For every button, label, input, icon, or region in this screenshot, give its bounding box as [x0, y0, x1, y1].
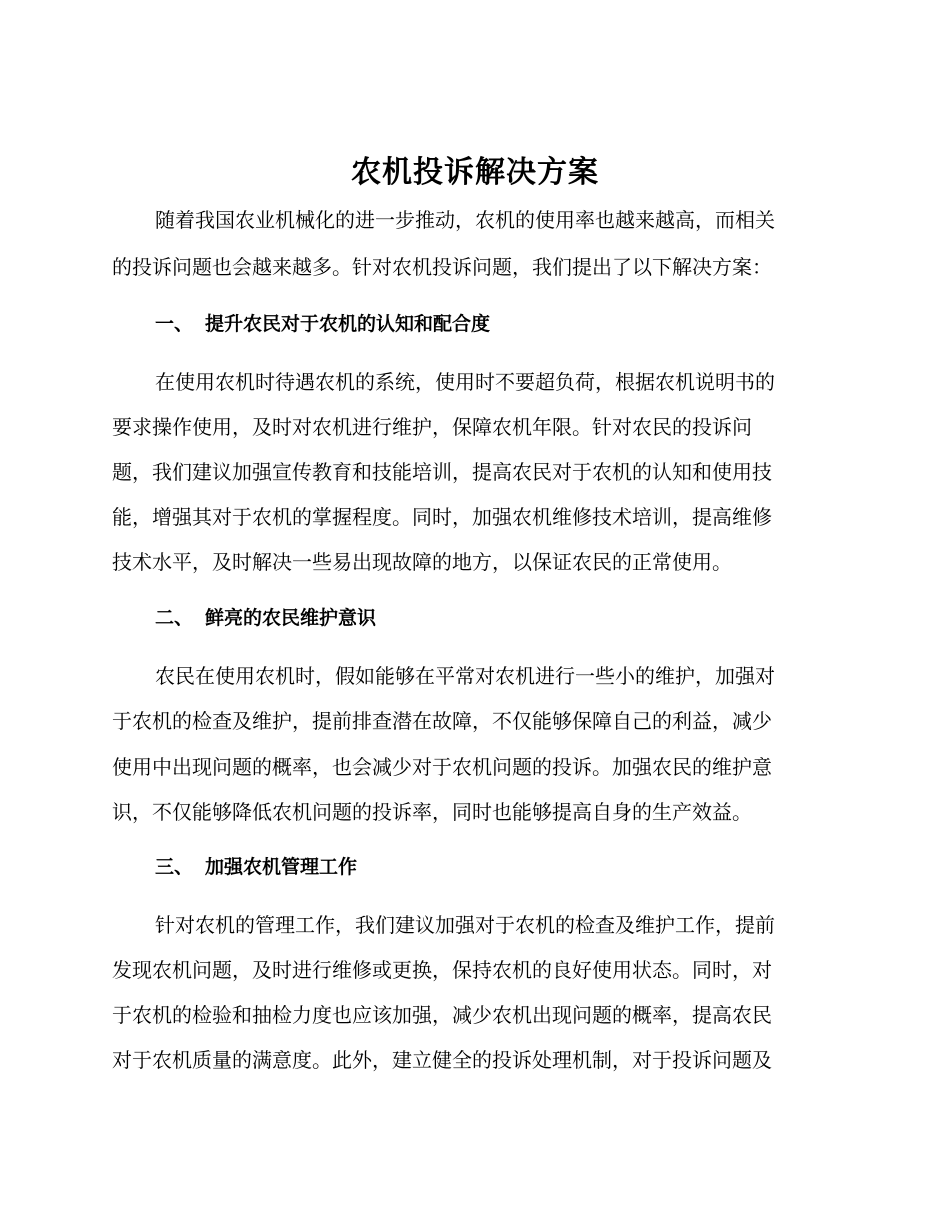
section-1-line-3: 题，我们建议加强宣传教育和技能培训，提高农民对于农机的认知和使用技 [112, 460, 772, 484]
section-1-number: 一、 [155, 313, 194, 335]
section-2-number: 二、 [155, 607, 194, 629]
section-3-line-4: 对于农机质量的满意度。此外，建立健全的投诉处理机制，对于投诉问题及 [112, 1048, 772, 1072]
section-1-heading [155, 310, 490, 338]
section-1-title: 提升农民对于农机的认知和配合度 [205, 313, 491, 335]
intro-line-1: 随着我国农业机械化的进一步推动，农机的使用率也越来越高，而相关 [155, 208, 775, 232]
section-3-heading [155, 853, 357, 881]
section-1-line-5: 技术水平，及时解决一些易出现故障的地方，以保证农民的正常使用。 [112, 550, 732, 574]
section-3-line-2: 发现农机问题，及时进行维修或更换，保持农机的良好使用状态。同时，对 [112, 958, 772, 982]
section-3-line-1: 针对农机的管理工作，我们建议加强对于农机的检查及维护工作，提前 [155, 913, 775, 937]
section-1-line-1: 在使用农机时待遇农机的系统，使用时不要超负荷，根据农机说明书的 [155, 370, 775, 394]
section-2-line-3: 使用中出现问题的概率，也会减少对于农机问题的投诉。加强农民的维护意 [112, 755, 772, 779]
section-1-line-4: 能，增强其对于农机的掌握程度。同时，加强农机维修技术培训，提高维修 [112, 505, 772, 529]
section-3-number: 三、 [155, 856, 194, 878]
section-2-heading [155, 604, 376, 632]
section-2-line-4: 识，不仅能够降低农机问题的投诉率，同时也能够提高自身的生产效益。 [112, 800, 752, 824]
intro-line-2: 的投诉问题也会越来越多。针对农机投诉问题，我们提出了以下解决方案： [112, 255, 772, 279]
section-2-title: 鲜亮的农民维护意识 [205, 607, 377, 629]
section-1-line-2: 要求操作使用，及时对农机进行维护，保障农机年限。针对农民的投诉问 [112, 415, 752, 439]
section-3-title: 加强农机管理工作 [205, 856, 358, 878]
section-3-line-3: 于农机的检验和抽检力度也应该加强，减少农机出现问题的概率，提高农民 [112, 1003, 772, 1027]
section-2-line-2: 于农机的检查及维护，提前排查潜在故障，不仅能够保障自己的利益，减少 [112, 709, 772, 733]
section-2-line-1: 农民在使用农机时，假如能够在平常对农机进行一些小的维护，加强对 [155, 664, 775, 688]
document-title: 农机投诉解决方案 [351, 155, 599, 190]
